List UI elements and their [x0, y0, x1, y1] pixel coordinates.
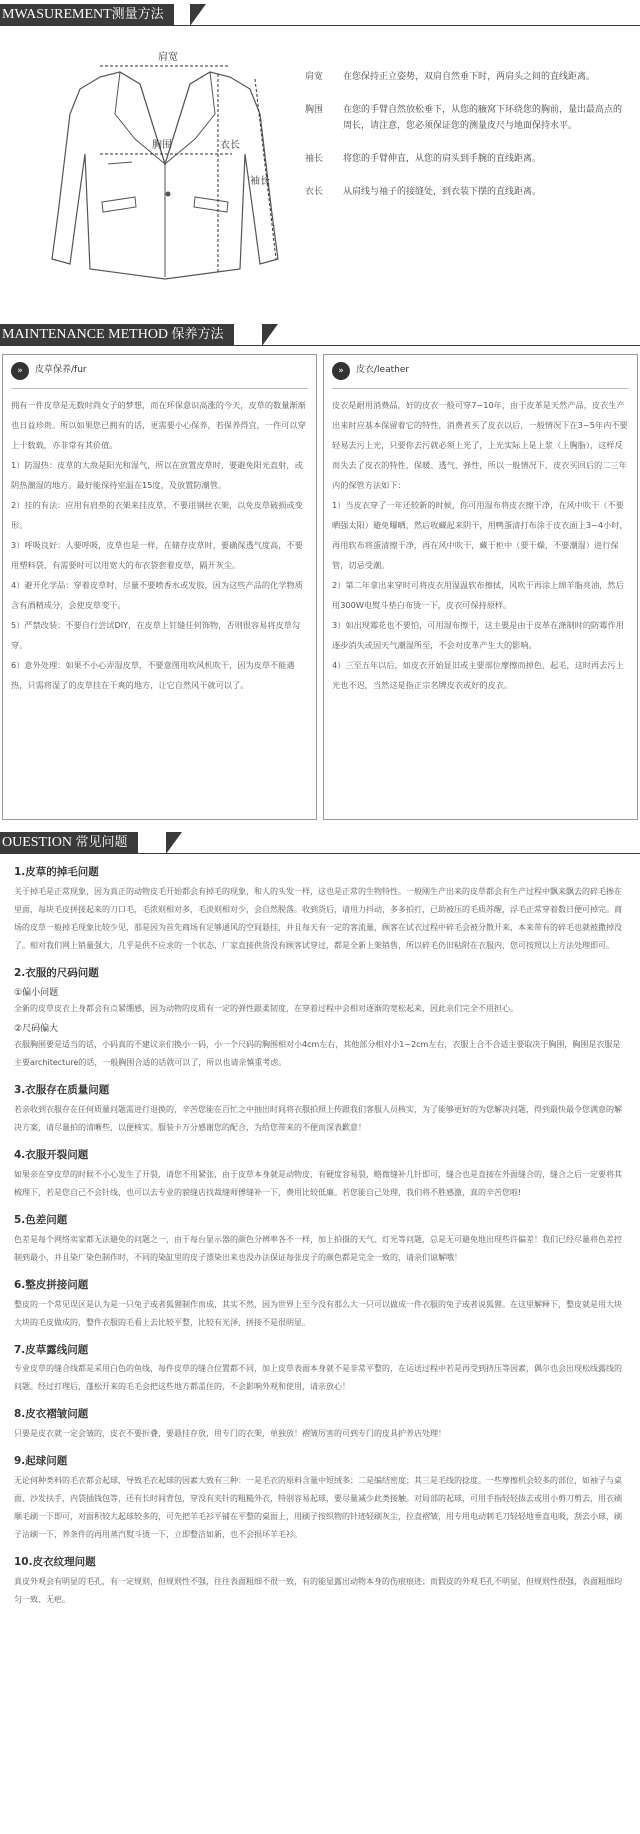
label-chest: 胸围	[152, 140, 172, 151]
maintenance-title-en: MAINTENANCE METHOD	[2, 327, 169, 342]
measure-key: 肩宽	[305, 72, 324, 82]
title-bar-corner	[190, 4, 206, 26]
faq-question: 5.色差问题	[14, 1213, 68, 1226]
title-bar-corner	[166, 832, 182, 854]
faq-question: 3.衣服存在质量问题	[14, 1084, 110, 1097]
fur-paragraph: 2）挂的有法：应用有肩垫的衣架来挂皮草，不要用钢丝衣架，以免皮草破损或变形。	[11, 500, 303, 530]
faq-answer: 若亲收到衣服存在任何质量问题需进行退换的，辛苦您能在百忙之中抽出时间将衣服拍照上传跟我们客服人员核实，为了能够更好的为您解决问题，得到最快最令您满意的解决方案，请尽量拍的清晰些，以便核实。服装卡万分感谢您的配合，为给您带来的不便而深表歉意！	[14, 1105, 622, 1133]
double-chevron-icon: »	[332, 362, 350, 380]
faq-item	[14, 1277, 626, 1332]
faq-answer: 关于掉毛是正常现象，因为真正的动物皮毛开始都会有掉毛的现象，和人的头发一样，这也是正常的生物特性。一般刚生产出来的皮草都会有生产过程中飘来飘去的碎毛掺在里面，每块毛皮拼接起来的刀口毛，毛浓则相对多，毛淡则相对少，会自然脱落。收到货后，请用力抖动，多多拍打，已助被压的毛质苏醒，浮毛正常穿着数日便可掉完。商场的皮草一般掉毛现象比较少见，那是因为首先商场有足够通风的空间悬挂，并且每天有一定的客流量，顾客在试衣过程中碎毛会被分散开来，本来带有的碎毛也就被撒掉没了。相对我们网上销量强大，几乎是供不应求的一个状态，厂家直接供货没有顾客试穿过，都是全新上架销售，所以碎毛仍旧粘附在衣服内，您可按照以上方法处理即可。	[14, 886, 622, 950]
faq-subheading: ②尺码偏大	[14, 1023, 59, 1034]
faq-answer: 衣服胸围要是适当的话，小码真的不建议亲们换小一码，小一个尺码的胸围相对小4cm左右，其他部分相对小1~2cm左右，衣服上合不合适主要取决于胸围，胸围是衣服是主要architecture的话，一般胸围合适的话就可以了，所以也请亲慎重考虑。	[14, 1040, 621, 1068]
measure-row	[305, 185, 625, 200]
label-length: 衣长	[220, 140, 240, 151]
faq-answer: 全新的皮草皮衣上身都会有点紧绷感，因为动物的皮质有一定的弹性跟柔韧度，在穿着过程中会相对逐渐的宽松起来，因此亲们完全不用担心。	[14, 1003, 518, 1013]
measure-text: 在您的手臂自然放松垂下，从您的腋窝下环绕您的胸前，量出最高点的周长，请注意，您必须保证您的测量皮尺与地面保持水平。	[343, 105, 623, 131]
maintenance-section	[0, 350, 640, 820]
measurement-section	[0, 30, 640, 320]
faq-title-cn: 常见问题	[75, 835, 128, 850]
faq-answer: 色差是每个网络卖家都无法避免的问题之一，由于每台显示器的颜色分辨率各不一样，加上拍摄的天气、灯光等问题，总是无可避免地出现些许偏差！我们已经尽量将色差控制到最小，并且染厂染色制作时，不同的染缸里的皮子漂染出来也没办法保证每张皮子的颜色都是完全一致的，请亲们谅解哦！	[14, 1234, 622, 1262]
measure-text: 从肩线与袖子的接缝处，到衣装下摆的直线距离。	[343, 187, 542, 198]
faq-section-header	[0, 828, 640, 858]
faq-answer: 无论何种类料的毛衣都会起球，导致毛衣起球的因素大致有三种：一是毛衣的原料含量中短绒多；二是编结密度；其三是毛线的捻度。一些摩擦机会较多的部位，如袖子与桌面、沙发扶手，内袋插钱包等，还有长时间背包，穿没有夹针的粗糙外衣，特别容易起球，要尽量减少此类接触。对局部的起球，可用手指轻轻拔去或用小剪刀剪去，用衣刷顺毛刷一下即可，对面积较大起球较多的，可先把羊毛衫平铺在平整的桌面上，用刷子按织物的针迹轻刷灰尘，拉直褶皱，用专用电动刺毛刀轻轻地垂直电吸，刮去小球，刷子沾刷一下，养条件的再用蒸汽熨斗烫一下，立即整洁如新，也不会损坏羊毛衫。	[14, 1475, 622, 1539]
fur-paragraph: 6）意外处理：如果不小心弄湿皮草，不要意图用吹风机吹干，因为皮草不能遇热，只需将湿了的皮草挂在干爽的地方，让它自然风干就可以了。	[11, 660, 295, 690]
measure-key: 胸围	[305, 105, 324, 116]
measure-row	[305, 152, 625, 167]
faq-item	[14, 1342, 626, 1397]
faq-item	[14, 1082, 626, 1137]
faq-answer: 如果亲在穿皮草的时候不小心发生了开裂，请您不用紧张，由于皮草本身就是动物皮，有硬度容易裂，略微缝补几针即可，缝合也是直接在外面缝合的，缝合之后一定要将其梳理下，若是您自己不会针线，也可以去专业的貌缝店找裁缝师傅缝补一下，费用比较低廉。若您能自己处理，我们将不胜感激，真的辛苦您啦!	[14, 1169, 622, 1197]
faq-item	[14, 1554, 626, 1609]
faq-item	[14, 1212, 626, 1267]
measure-key: 袖长	[305, 153, 324, 164]
leather-care-card	[323, 354, 638, 820]
measure-row	[305, 70, 625, 85]
double-chevron-icon: »	[11, 362, 29, 380]
faq-answer: 专业皮草的缝合线都是采用白色的鱼线，每件皮草的缝合位置都不同，加上皮草表面本身就不是非常平整的，在运送过程中若是再受到挤压等因素，偶尔也会出现松线露线的问题。经过打理后，蓬松开来的毛毛会把这些地方都盖住的，不会影响外观和使用，请亲放心！	[14, 1364, 622, 1392]
faq-question: 4.衣服开裂问题	[14, 1149, 89, 1162]
measure-key: 衣长	[305, 187, 324, 198]
fur-paragraph: 5）严禁改装：不要自行尝试DIY，在皮草上钉缝任何饰物，否则很容易将皮草勾穿。	[11, 620, 301, 650]
leather-paragraph: 3）如出现霉花也不要怕，可用湿布擦干，这主要是由于皮革在涤制时的防霉作用逐步消失或因天气潮湿所至，不会对皮革产生大的影响。	[332, 620, 624, 650]
jacket-diagram	[40, 44, 290, 309]
faq-question: 1.皮草的掉毛问题	[14, 866, 99, 878]
fur-paragraph: 3）呼吸良好：人要呼吸，皮草也是一样，在储存皮草时，要确保透气度高，不要用塑料袋，有需要时可以用宽大的布衣袋套着皮草，隔开灰尘。	[11, 540, 303, 570]
faq-answer: 只要是皮衣就一定会皱的，皮衣不要折叠，要悬挂存放，用专门的衣架，单独放！褶皱厉害的可到专门的皮具护养店处理！	[14, 1429, 446, 1439]
faq-item	[14, 864, 626, 955]
fur-card-title: 皮草保养/fur	[35, 365, 87, 376]
leather-card-title: 皮衣/leather	[356, 365, 410, 376]
measure-row	[305, 103, 625, 134]
measurement-title-cn: 测量方法	[111, 7, 164, 22]
faq-question: 2.衣服的尺码问题	[14, 966, 99, 979]
faq-item	[14, 1406, 626, 1443]
leather-paragraph: 1）当皮衣穿了一年还较新的时候，你可用湿布将皮衣擦干净，在风中吹干（不要晒强太阳）避免曝晒，然后收藏起来阴干，用鸭蛋清打布涂于皮衣面上3~4小时，再用软布将蛋清擦干净，再在风中吹干，藏于柜中（要干燥，不要潮湿）进行保管，切忌受潮。	[332, 500, 628, 570]
faq-answer: 真皮外观会有明显的毛孔，有一定规则，但规则性不强，往往表面粗细不很一致，有的能显露出动物本身的伤痕痕迹；而假皮的外观毛孔不明显，但规则性很强，表面粗细均匀一致、无疤。	[14, 1576, 622, 1604]
header-rule	[0, 853, 640, 854]
header-rule	[0, 25, 640, 26]
faq-item	[14, 1147, 626, 1202]
faq-item	[14, 1453, 626, 1544]
maintenance-title-cn: 保养方法	[171, 327, 224, 342]
faq-subheading: ①偏小问题	[14, 987, 59, 998]
measure-text: 将您的手臂伸直，从您的肩头到手腕的直线距离。	[343, 153, 542, 164]
header-rule	[0, 345, 640, 346]
title-bar-corner	[262, 324, 278, 346]
fur-paragraph: 1）防湿热：皮草的大敌是阳光和湿气，所以在放置皮草时，要避免阳光直射，或阴热潮湿的地方。最好能保持室温在15度，及放置防潮管。	[11, 460, 303, 490]
measure-text: 在您保持正立姿势，双肩自然垂下时，两肩头之间的直线距离。	[343, 72, 596, 82]
measurement-list	[305, 70, 625, 218]
leather-paragraph: 皮衣是耐用消费品，好的皮衣一般可穿7~10年，由于皮革是天然产品，皮衣生产出来时应基本保留着它的特性，消费者买了皮衣以后，一般情况下在3~5年内不要轻易去污上光，只要你去污就必须上光了，上光实际上是上浆（上胸脂），这样反而失去了皮衣的特性，保暖、透气、弹性，所以一般情况下，皮衣买回后的二三年内的保管方法如下：	[332, 400, 628, 490]
fur-paragraph: 拥有一件皮草是无数时尚女子的梦想，而在环保意识高涨的今天，皮草的数量渐渐也日益珍贵。所以如果您已拥有的话，更需要小心保养，若保养得宜，一件可以穿上十数载，亦非常有其价值。	[11, 400, 306, 450]
leather-paragraph: 4）三至五年以后，如皮衣开始显旧或主要部位摩擦而掉色、起毛，这时再去污上光也不迟，当然这是指正宗名牌皮衣或好的皮衣。	[332, 660, 624, 690]
leather-card-header	[332, 359, 629, 389]
faq-question: 10.皮衣纹理问题	[14, 1555, 96, 1568]
faq-section	[0, 864, 640, 1609]
faq-title-bar	[0, 832, 138, 854]
maintenance-section-header	[0, 320, 640, 350]
faq-question: 8.皮衣褶皱问题	[14, 1408, 89, 1421]
fur-card-header	[11, 359, 308, 389]
faq-question: 6.整皮拼接问题	[14, 1278, 89, 1291]
fur-paragraph: 4）避开化学品：穿着皮草时，尽量不要喷香水或发胶，因为这些产品的化学物质含有酒精成分，会使皮草变干。	[11, 580, 303, 610]
leather-paragraph: 2）第二年拿出来穿时可将皮衣用湿温软布擦拭，风吹干再涂上绵羊脂亮油，然后用300W电熨斗垫白布烫一下，皮衣可保持原样。	[332, 580, 624, 610]
fur-care-card	[2, 354, 317, 820]
faq-answer: 整皮的一个常见误区是认为是一只兔子或者狐狸制作而成，其实不然，因为世界上至今没有那么大一只可以做成一件衣服的兔子或者说狐狸。在这里解释下，整皮就是用大块大块的毛皮做成的，整件衣服的毛看上去比较平整，比较有光泽，拼接不是很明显。	[14, 1299, 622, 1327]
faq-question: 7.皮草露线问题	[14, 1343, 89, 1356]
label-sleeve: 袖长	[250, 176, 270, 187]
faq-title-en: OUESTION	[2, 835, 72, 850]
measurement-title-bar	[0, 4, 174, 26]
faq-item	[14, 965, 626, 1073]
measurement-section-header	[0, 0, 640, 30]
measurement-title-en: MWASUREMENT	[2, 7, 112, 22]
label-shoulder: 肩宽	[158, 52, 178, 63]
faq-question: 9.起球问题	[14, 1455, 68, 1468]
maintenance-title-bar	[0, 324, 234, 346]
